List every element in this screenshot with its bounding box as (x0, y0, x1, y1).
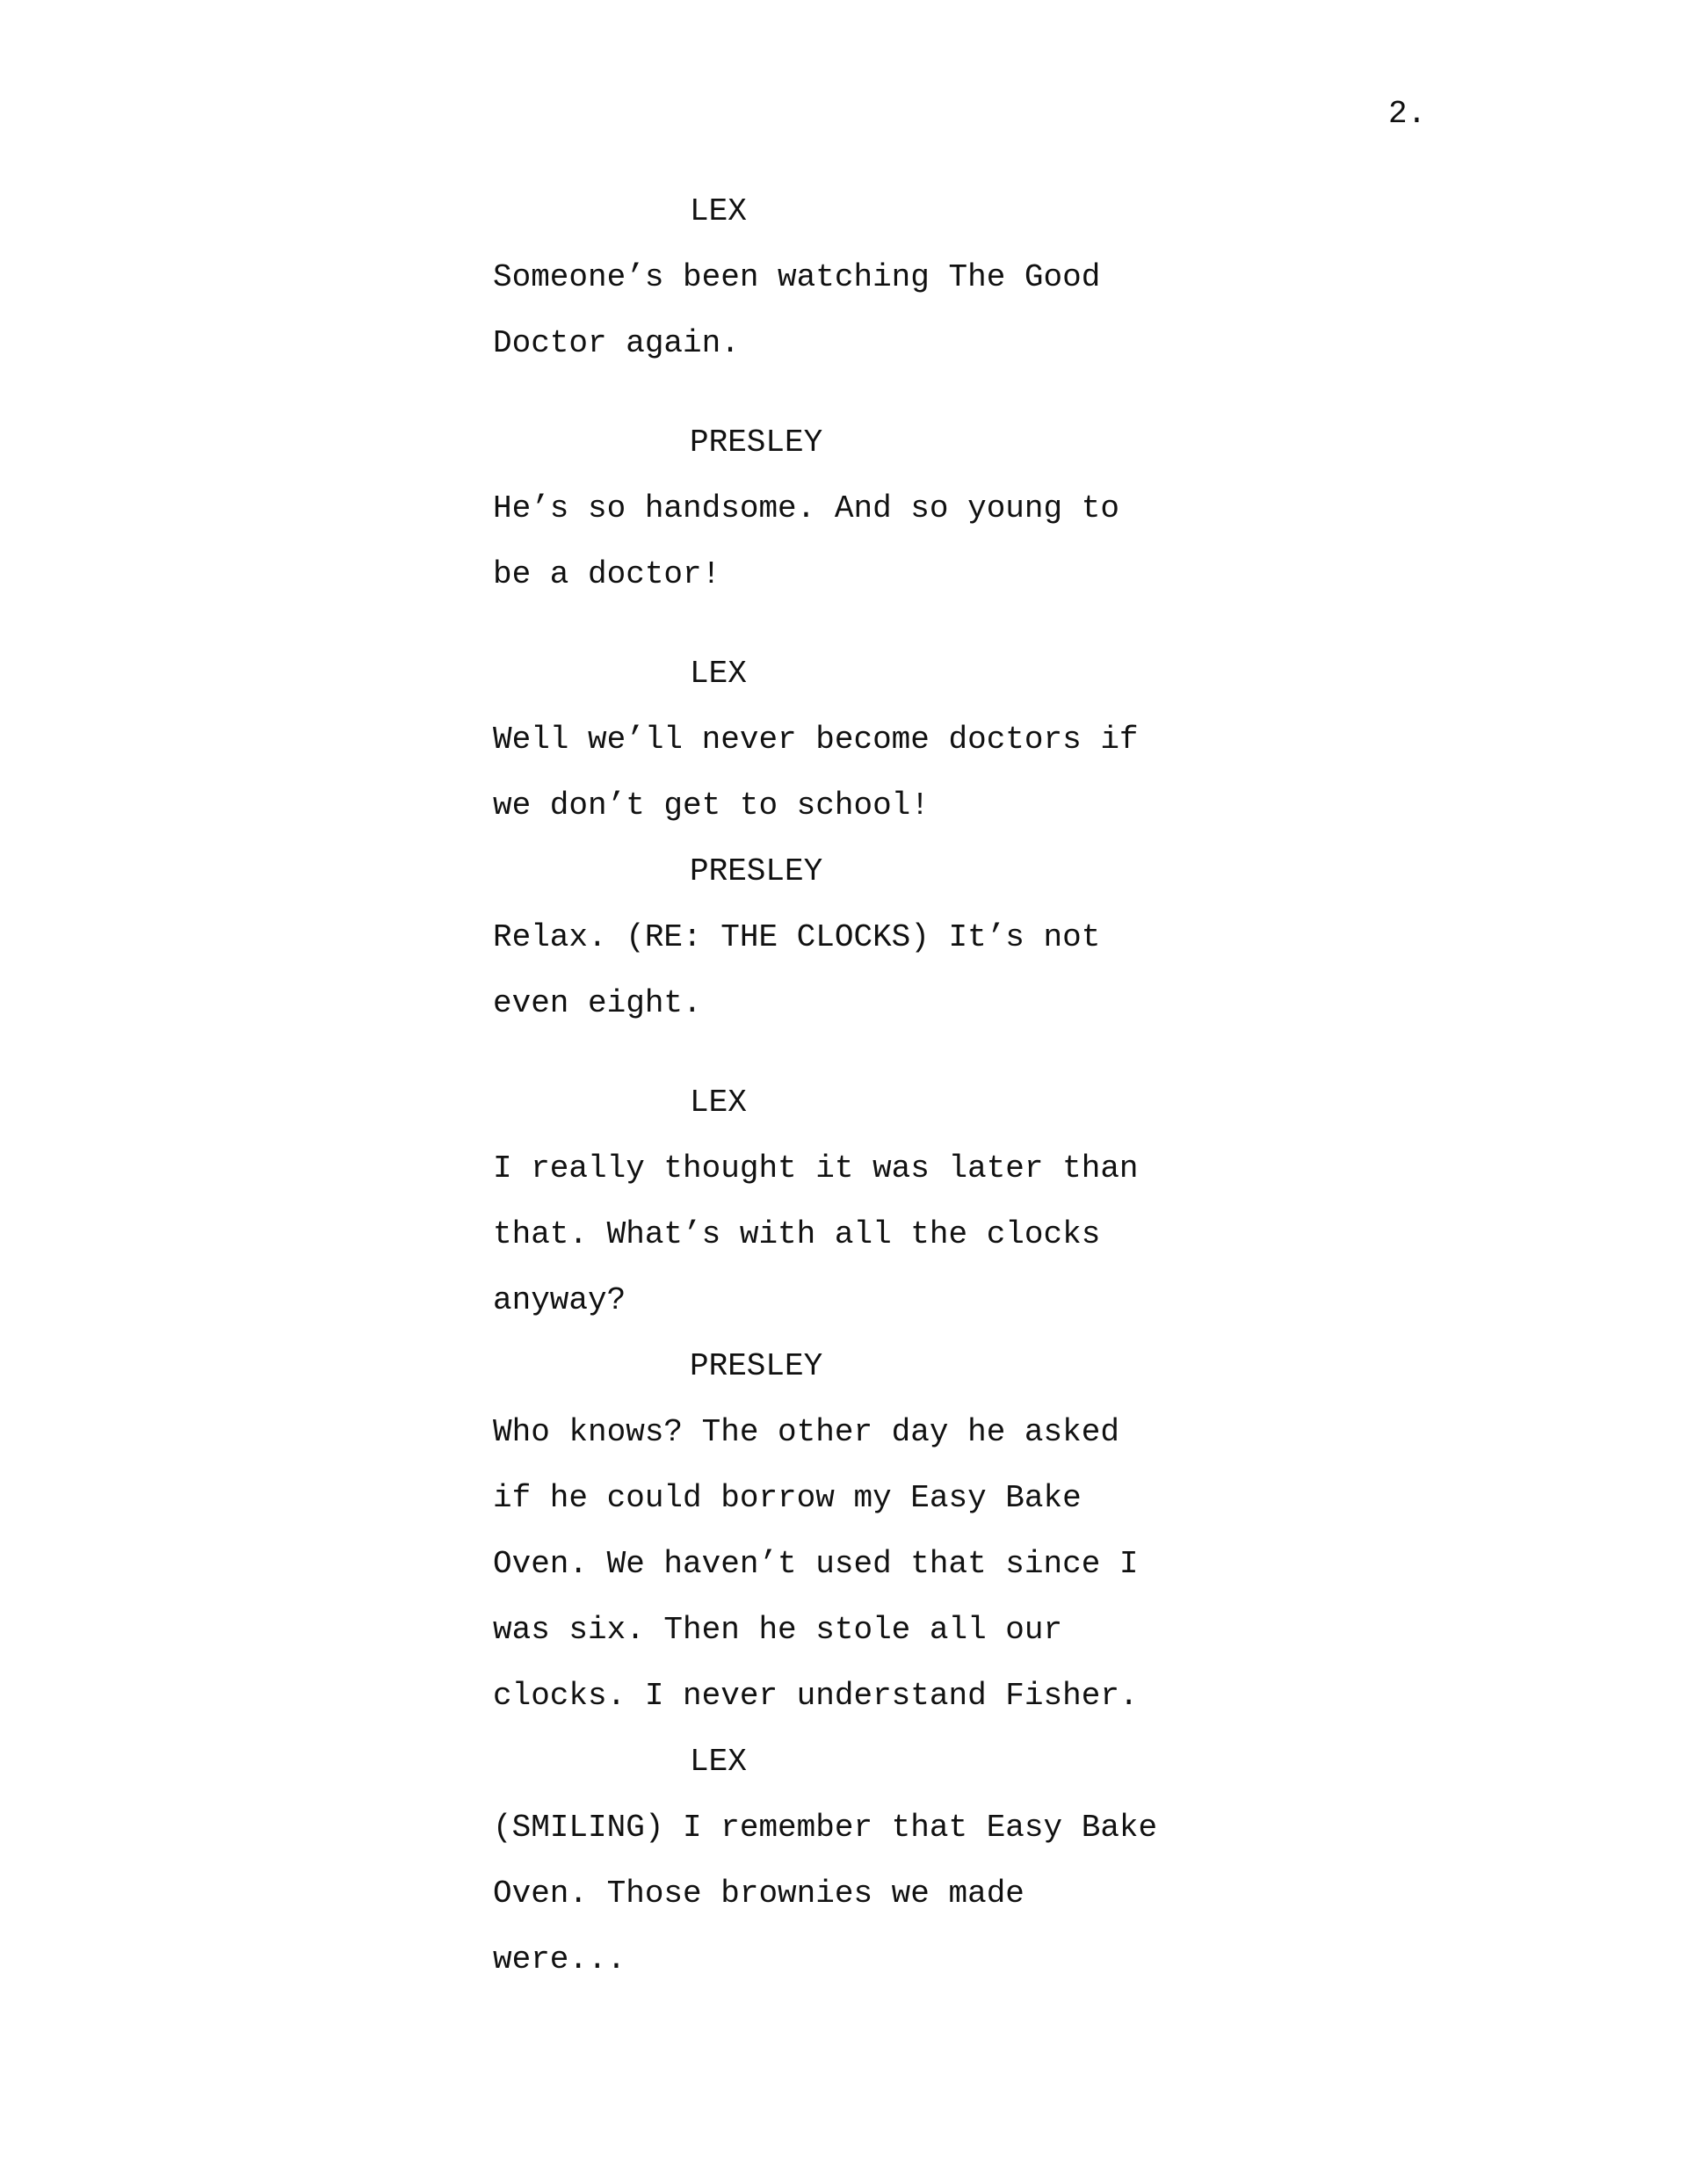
dialogue-line: Well we’ll never become doctors if (493, 722, 1139, 758)
dialogue-line: Who knows? The other day he asked (493, 1414, 1119, 1450)
dialogue-line: clocks. I never understand Fisher. (493, 1678, 1139, 1714)
dialogue-line: even eight. (493, 985, 702, 1021)
page-number: 2. (1388, 96, 1427, 132)
dialogue-line: Oven. Those brownies we made (493, 1876, 1025, 1912)
dialogue-line: anyway? (493, 1282, 626, 1318)
character-name: PRESLEY (690, 1348, 823, 1384)
dialogue-line: I really thought it was later than (493, 1150, 1139, 1186)
character-name: LEX (690, 1085, 747, 1121)
dialogue-line: (SMILING) I remember that Easy Bake (493, 1810, 1158, 1846)
dialogue-line: Oven. We haven’t used that since I (493, 1546, 1139, 1582)
dialogue-line: were... (493, 1941, 626, 1977)
character-name: LEX (690, 193, 747, 229)
dialogue-line: Doctor again. (493, 325, 740, 361)
dialogue-line: we don’t get to school! (493, 787, 930, 824)
dialogue-line: that. What’s with all the clocks (493, 1216, 1101, 1252)
dialogue-line: if he could borrow my Easy Bake (493, 1480, 1082, 1516)
character-name: LEX (690, 1744, 747, 1780)
character-name: LEX (690, 656, 747, 692)
dialogue-line: He’s so handsome. And so young to (493, 490, 1119, 526)
dialogue-line: be a doctor! (493, 556, 721, 592)
character-name: PRESLEY (690, 853, 823, 889)
character-name: PRESLEY (690, 424, 823, 461)
dialogue-line: was six. Then he stole all our (493, 1612, 1063, 1648)
dialogue-line: Someone’s been watching The Good (493, 259, 1101, 295)
dialogue-line: Relax. (RE: THE CLOCKS) It’s not (493, 919, 1101, 955)
